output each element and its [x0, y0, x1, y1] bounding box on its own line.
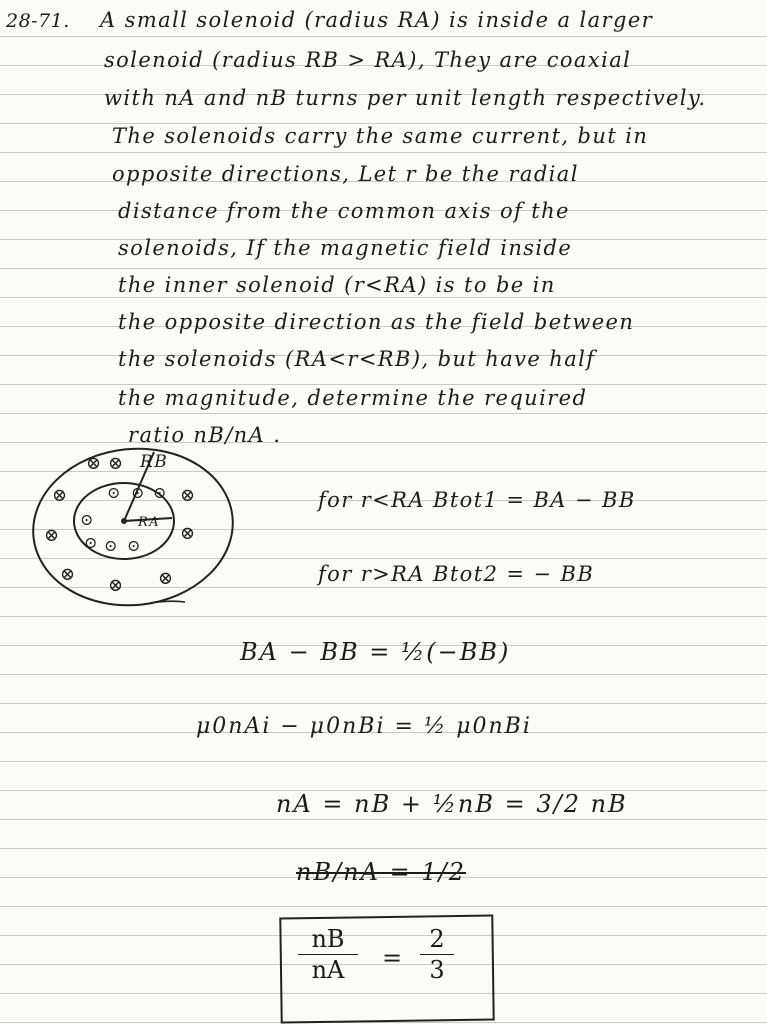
current-into-page-icon: ⊗: [158, 568, 175, 589]
current-into-page-icon: ⊗: [180, 485, 197, 506]
struck-out-work: nB/nA = 1/2: [296, 858, 466, 886]
equation-ampere: μ0nAi − μ0nBi = ½ μ0nBi: [196, 714, 532, 739]
answer-lhs-numerator: nB: [311, 925, 345, 953]
current-out-of-page-icon: ⊙: [104, 536, 119, 555]
answer-lhs-denominator: nA: [311, 956, 345, 985]
problem-number: 28-71.: [6, 10, 70, 32]
current-out-of-page-icon: ⊙: [107, 483, 122, 502]
current-into-page-icon: ⊗: [180, 523, 197, 544]
current-out-of-page-icon: ⊙: [84, 533, 99, 552]
current-out-of-page-icon: ⊙: [131, 483, 146, 502]
equation-fields: BA − BB = ½(−BB): [240, 638, 511, 666]
problem-line-5: opposite directions, Let r be the radial: [112, 162, 579, 186]
current-out-of-page-icon: ⊙: [80, 510, 95, 529]
case-inside-inner: for r<RA Btot1 = BA − BB: [318, 488, 636, 512]
current-into-page-icon: ⊗: [108, 575, 125, 596]
current-out-of-page-icon: ⊙: [153, 483, 168, 502]
problem-line-9: the opposite direction as the field between: [118, 310, 635, 334]
problem-line-11: the magnitude, determine the required: [118, 386, 588, 410]
problem-line-2: solenoid (radius RB > RA), They are coaxial: [104, 48, 632, 72]
label-outer-radius: RB: [140, 452, 169, 472]
current-into-page-icon: ⊗: [52, 485, 69, 506]
current-into-page-icon: ⊗: [108, 453, 125, 474]
problem-line-1: A small solenoid (radius RA) is inside a larger: [100, 8, 654, 32]
problem-line-6: distance from the common axis of the: [118, 199, 570, 223]
answer-equals: =: [382, 944, 405, 972]
problem-line-7: solenoids, If the magnetic field inside: [118, 236, 573, 260]
label-inner-radius: RA: [138, 515, 160, 530]
answer-lhs-fraction: [298, 926, 358, 984]
case-between: for r>RA Btot2 = − BB: [318, 562, 595, 586]
current-into-page-icon: ⊗: [60, 564, 77, 585]
problem-line-8: the inner solenoid (r<RA) is to be in: [118, 273, 556, 297]
problem-line-3: with nA and nB turns per unit length respectively.: [104, 86, 707, 110]
answer-rhs-fraction: [420, 926, 454, 984]
answer-rhs-denominator: 3: [429, 956, 445, 985]
current-out-of-page-icon: ⊙: [127, 536, 142, 555]
problem-line-12: ratio nB/nA .: [128, 423, 282, 447]
answer-rhs-numerator: 2: [429, 925, 445, 953]
problem-line-10: the solenoids (RA<r<RB), but have half: [118, 347, 596, 371]
current-into-page-icon: ⊗: [86, 453, 103, 474]
current-into-page-icon: ⊗: [44, 525, 61, 546]
equation-turn-density: nA = nB + ½nB = 3/2 nB: [276, 790, 628, 818]
problem-line-4: The solenoids carry the same current, but in: [112, 124, 649, 148]
